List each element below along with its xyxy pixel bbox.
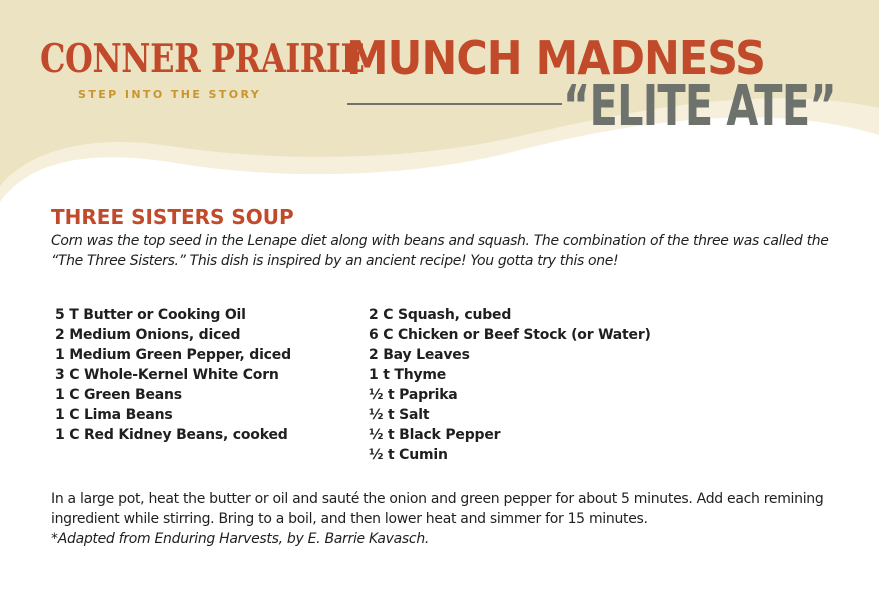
recipe-source-note: *Adapted from Enduring Harvests, by E. Barrie Kavasch. xyxy=(51,531,430,547)
recipe-instructions: In a large pot, heat the butter or oil and sauté the onion and green pepper for about 5 minutes. Add each remining ingredient while stirring. Bring to a boil, and then lower heat and simmer for 15 minutes. xyxy=(51,491,824,527)
ingredient-item: 1 C Red Kidney Beans, cooked xyxy=(55,427,288,443)
ingredient-item: 6 C Chicken or Beef Stock (or Water) xyxy=(369,327,651,343)
ingredients-list-left xyxy=(55,305,291,445)
ingredient-item: ½ t Cumin xyxy=(369,447,448,463)
ingredient-item: 2 Bay Leaves xyxy=(369,347,470,363)
ingredient-item: 2 Medium Onions, diced xyxy=(55,327,241,343)
ingredients-list-right xyxy=(369,305,651,465)
brand-tagline: STEP INTO THE STORY xyxy=(78,88,262,101)
ingredient-item: ½ t Salt xyxy=(369,407,430,423)
ingredient-item: 1 C Lima Beans xyxy=(55,407,173,423)
title-divider xyxy=(347,103,562,105)
brand-name: CONNER PRAIRIE xyxy=(40,36,365,82)
ingredient-item: 2 C Squash, cubed xyxy=(369,307,512,323)
ingredient-item: 1 Medium Green Pepper, diced xyxy=(55,347,291,363)
ingredient-item: ½ t Black Pepper xyxy=(369,427,501,443)
event-subtitle: “ELITE ATE” xyxy=(563,74,836,139)
recipe-intro: Corn was the top seed in the Lenape diet along with beans and squash. The combination of the three was called the “The Three Sisters.” This dish is inspired by an ancient recipe! You gotta try this one! xyxy=(51,233,829,269)
event-title: MUNCH MADNESS xyxy=(346,31,766,85)
ingredient-item: 1 C Green Beans xyxy=(55,387,182,403)
ingredient-item: 3 C Whole-Kernel White Corn xyxy=(55,367,279,383)
recipe-title: THREE SISTERS SOUP xyxy=(51,205,294,229)
ingredient-item: 1 t Thyme xyxy=(369,367,447,383)
conner-prairie-logo xyxy=(40,36,365,101)
ingredient-item: ½ t Paprika xyxy=(369,387,458,403)
ingredient-item: 5 T Butter or Cooking Oil xyxy=(55,307,246,323)
